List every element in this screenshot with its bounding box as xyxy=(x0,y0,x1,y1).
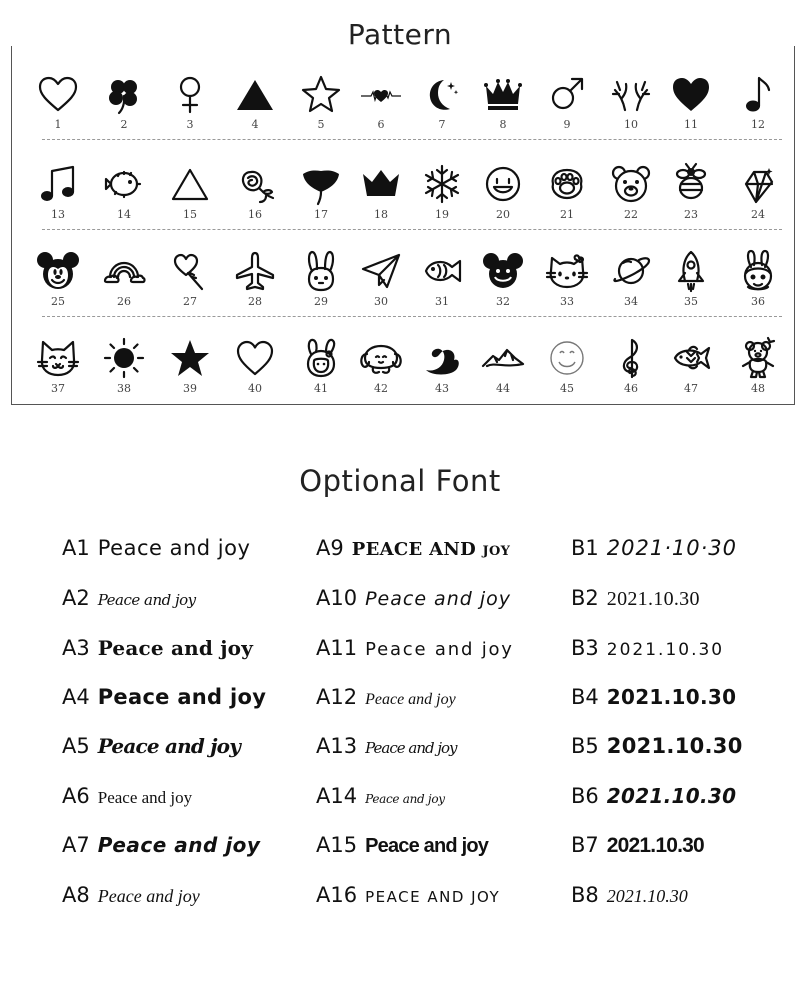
pattern-number: 35 xyxy=(684,295,698,308)
pattern-item-45[interactable] xyxy=(537,336,597,416)
pattern-number: 14 xyxy=(117,208,131,221)
pattern-item-2[interactable] xyxy=(94,72,154,152)
pattern-item-34[interactable] xyxy=(601,249,661,329)
pattern-number: 15 xyxy=(183,208,197,221)
font-option-b2[interactable] xyxy=(571,586,700,611)
pattern-number: 38 xyxy=(117,382,131,395)
pattern-number: 13 xyxy=(51,208,65,221)
font-sample: Peace and joy xyxy=(97,734,241,758)
optional-font-title: Optional Font xyxy=(299,464,501,498)
pattern-number: 7 xyxy=(438,118,446,131)
font-option-a1[interactable] xyxy=(62,536,250,560)
pattern-number: 29 xyxy=(314,295,328,308)
font-option-b1[interactable] xyxy=(571,536,737,560)
pattern-item-30[interactable] xyxy=(351,249,411,329)
pattern-number: 34 xyxy=(624,295,638,308)
pattern-item-11[interactable] xyxy=(661,72,721,152)
pattern-item-12[interactable] xyxy=(728,72,788,152)
font-code: B2 xyxy=(571,586,599,610)
font-option-a8[interactable] xyxy=(62,883,200,907)
font-sample: Peace and joy xyxy=(365,792,445,806)
font-option-a14[interactable] xyxy=(316,784,445,808)
pattern-number: 12 xyxy=(751,118,765,131)
pattern-number: 24 xyxy=(751,208,765,221)
font-code: A16 xyxy=(316,883,358,907)
font-option-a13[interactable] xyxy=(316,734,457,758)
pattern-item-25[interactable] xyxy=(28,249,88,329)
font-code: A3 xyxy=(62,636,90,660)
font-sample: Peace and joy xyxy=(97,833,261,857)
pattern-number: 46 xyxy=(624,382,638,395)
pattern-number: 39 xyxy=(183,382,197,395)
font-sample: 2021.10.30 xyxy=(606,685,737,709)
font-option-a15[interactable] xyxy=(316,833,488,858)
pattern-item-20[interactable] xyxy=(473,162,533,242)
font-sample: PEACE AND joy xyxy=(351,539,511,560)
font-option-a12[interactable] xyxy=(316,685,456,709)
pattern-number: 21 xyxy=(560,208,574,221)
font-sample: Peace and joy xyxy=(365,691,456,708)
pattern-number: 20 xyxy=(496,208,510,221)
font-code: A1 xyxy=(62,536,90,560)
pattern-item-6[interactable] xyxy=(351,72,411,152)
pattern-title: Pattern xyxy=(347,18,453,51)
pattern-item-5[interactable] xyxy=(291,72,351,152)
font-code: A5 xyxy=(62,734,90,758)
font-option-a6[interactable] xyxy=(62,784,192,808)
font-code: B4 xyxy=(571,685,599,709)
font-option-b7[interactable] xyxy=(571,833,704,858)
pattern-item-48[interactable] xyxy=(728,336,788,416)
font-code: B3 xyxy=(571,636,599,660)
pattern-number: 44 xyxy=(496,382,510,395)
font-sample: 2021.10.30 xyxy=(606,588,700,610)
pattern-item-26[interactable] xyxy=(94,249,154,329)
pattern-number: 28 xyxy=(248,295,262,308)
font-option-a5[interactable] xyxy=(62,734,240,758)
pattern-number: 48 xyxy=(751,382,765,395)
font-code: A2 xyxy=(62,586,90,610)
pattern-item-32[interactable] xyxy=(473,249,533,329)
pattern-item-31[interactable] xyxy=(412,249,472,329)
pattern-number: 3 xyxy=(186,118,194,131)
pattern-number: 23 xyxy=(684,208,698,221)
font-sample: Peace and joy xyxy=(97,591,196,609)
pattern-number: 19 xyxy=(435,208,449,221)
pattern-item-3[interactable] xyxy=(160,72,220,152)
font-code: B8 xyxy=(571,883,599,907)
pattern-item-44[interactable] xyxy=(473,336,533,416)
pattern-item-10[interactable] xyxy=(601,72,661,152)
pattern-number: 8 xyxy=(499,118,507,131)
pattern-item-16[interactable] xyxy=(225,162,285,242)
font-code: A8 xyxy=(62,883,90,907)
font-code: A12 xyxy=(316,685,358,709)
pattern-item-24[interactable] xyxy=(728,162,788,242)
pattern-number: 4 xyxy=(251,118,259,131)
pattern-item-38[interactable] xyxy=(94,336,154,416)
pattern-number: 45 xyxy=(560,382,574,395)
pattern-number: 27 xyxy=(183,295,197,308)
font-sample: Peace and joy xyxy=(97,536,251,560)
pattern-item-19[interactable] xyxy=(412,162,472,242)
font-code: A14 xyxy=(316,784,358,808)
pattern-number: 5 xyxy=(317,118,325,131)
font-code: B7 xyxy=(571,833,599,857)
pattern-number: 36 xyxy=(751,295,765,308)
pattern-number: 42 xyxy=(374,382,388,395)
pattern-item-21[interactable] xyxy=(537,162,597,242)
font-option-b3[interactable] xyxy=(571,636,724,660)
pattern-item-43[interactable] xyxy=(412,336,472,416)
font-option-b5[interactable] xyxy=(571,734,743,758)
font-sample: Peace and joy xyxy=(365,835,489,857)
pattern-item-41[interactable] xyxy=(291,336,351,416)
font-code: B6 xyxy=(571,784,599,808)
pattern-item-1[interactable] xyxy=(28,72,88,152)
font-sample: Peace and joy xyxy=(365,739,457,757)
pattern-number: 11 xyxy=(684,118,698,131)
pattern-item-23[interactable] xyxy=(661,162,721,242)
pattern-number: 9 xyxy=(563,118,571,131)
font-option-a2[interactable] xyxy=(62,586,196,610)
pattern-item-22[interactable] xyxy=(601,162,661,242)
font-code: A15 xyxy=(316,833,358,857)
pattern-item-4[interactable] xyxy=(225,72,285,152)
pattern-number: 18 xyxy=(374,208,388,221)
pattern-number: 17 xyxy=(314,208,328,221)
font-option-a10[interactable] xyxy=(316,586,511,610)
pattern-item-15[interactable] xyxy=(160,162,220,242)
pattern-item-47[interactable] xyxy=(661,336,721,416)
pattern-item-18[interactable] xyxy=(351,162,411,242)
font-code: A11 xyxy=(316,636,358,660)
pattern-item-8[interactable] xyxy=(473,72,533,152)
pattern-number: 32 xyxy=(496,295,510,308)
font-sample: Peace and joy xyxy=(97,788,193,807)
pattern-grid xyxy=(11,46,795,405)
font-code: B5 xyxy=(571,734,599,758)
pattern-item-27[interactable] xyxy=(160,249,220,329)
pattern-number: 43 xyxy=(435,382,449,395)
pattern-item-39[interactable] xyxy=(160,336,220,416)
pattern-item-14[interactable] xyxy=(94,162,154,242)
font-sample: Peace and joy xyxy=(97,636,254,660)
font-option-a7[interactable] xyxy=(62,833,260,857)
font-option-b8[interactable] xyxy=(571,883,688,907)
pattern-item-42[interactable] xyxy=(351,336,411,416)
pattern-item-13[interactable] xyxy=(28,162,88,242)
pattern-number: 10 xyxy=(624,118,638,131)
font-option-a9[interactable] xyxy=(316,536,510,560)
font-option-a16[interactable] xyxy=(316,883,500,907)
pattern-item-17[interactable] xyxy=(291,162,351,242)
font-sample: 2021.10.30 xyxy=(606,640,725,660)
pattern-number: 6 xyxy=(377,118,385,131)
pattern-item-7[interactable] xyxy=(412,72,472,152)
font-option-b6[interactable] xyxy=(571,784,736,808)
font-sample: Peace and joy xyxy=(97,685,267,709)
pattern-number: 30 xyxy=(374,295,388,308)
font-code: A7 xyxy=(62,833,90,857)
font-sample: Peace and joy xyxy=(365,588,511,610)
pattern-item-33[interactable] xyxy=(537,249,597,329)
pattern-item-29[interactable] xyxy=(291,249,351,329)
pattern-item-9[interactable] xyxy=(537,72,597,152)
font-code: A13 xyxy=(316,734,358,758)
font-option-a4[interactable] xyxy=(62,685,266,709)
font-sample: 2021.10.30 xyxy=(606,834,704,857)
font-option-a11[interactable] xyxy=(316,636,514,660)
font-code: A6 xyxy=(62,784,90,808)
pattern-number: 31 xyxy=(435,295,449,308)
font-code: A9 xyxy=(316,536,344,560)
font-sample: Peace and joy xyxy=(365,639,514,660)
font-option-a3[interactable] xyxy=(62,636,253,660)
pattern-number: 16 xyxy=(248,208,262,221)
font-sample: PEACE AND JOY xyxy=(365,888,501,906)
pattern-number: 1 xyxy=(54,118,62,131)
pattern-number: 25 xyxy=(51,295,65,308)
font-code: A4 xyxy=(62,685,90,709)
pattern-number: 47 xyxy=(684,382,698,395)
pattern-item-35[interactable] xyxy=(661,249,721,329)
pattern-number: 26 xyxy=(117,295,131,308)
pattern-number: 37 xyxy=(51,382,65,395)
font-option-b4[interactable] xyxy=(571,685,736,709)
font-sample: Peace and joy xyxy=(97,886,200,906)
font-sample: 2021.10.30 xyxy=(606,886,688,906)
pattern-number: 40 xyxy=(248,382,262,395)
font-sample: 2021.10.30 xyxy=(606,734,743,758)
pattern-item-37[interactable] xyxy=(28,336,88,416)
pattern-number: 2 xyxy=(120,118,128,131)
font-sample: 2021.10.30 xyxy=(606,784,737,808)
pattern-item-36[interactable] xyxy=(728,249,788,329)
pattern-item-40[interactable] xyxy=(225,336,285,416)
pattern-number: 41 xyxy=(314,382,328,395)
font-code: B1 xyxy=(571,536,599,560)
pattern-number: 22 xyxy=(624,208,638,221)
pattern-item-28[interactable] xyxy=(225,249,285,329)
pattern-item-46[interactable] xyxy=(601,336,661,416)
font-code: A10 xyxy=(316,586,358,610)
pattern-number: 33 xyxy=(560,295,574,308)
font-sample: 2021·10·30 xyxy=(606,536,738,560)
